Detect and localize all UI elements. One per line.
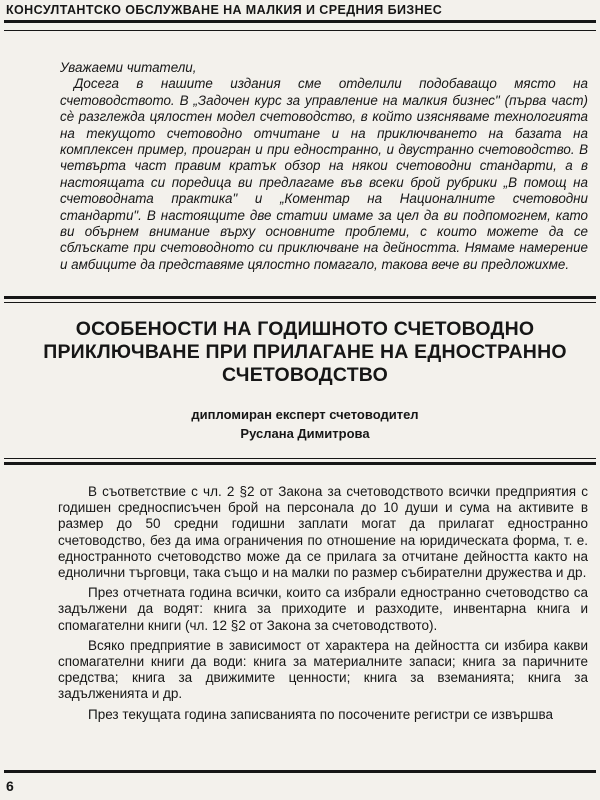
- title-line: СЧЕТОВОДСТВО: [222, 364, 388, 386]
- page-number: 6: [6, 778, 14, 794]
- author-block: [100, 405, 510, 443]
- intro-greeting: Уважаеми читатели,: [60, 60, 197, 75]
- header-rule: [4, 20, 596, 23]
- section-rule: [4, 296, 596, 299]
- body-paragraph: През отчетната година всички, които са избрали едностранно счетоводство са задължени да водят: книга за приходите и разходите, инвентарна книга и спомагателни книги (чл. 12 §2 от Закона за счетоводството).: [58, 585, 588, 633]
- section-rule-thin: [4, 302, 596, 303]
- author-role: дипломиран експерт счетоводител: [191, 407, 419, 422]
- title-line: ОСОБЕНОСТИ НА ГОДИШНОТО СЧЕТОВОДНО: [75, 318, 535, 340]
- intro-text: Досега в нашите издания сме отделили подобаващо място на счетоводството. В „Задочен курс за управление на малкия бизнес" (първа част) сѐ разглежда цялостен модел счетоводство, в който изясняваме технологията на текущото счетоводно отчитане и на приключването на базата на комплексен пример, проигран и при едностранно, и двустранно счетоводство. В четвърта част правим кратък обзор на някои счетоводни стандарти, а в настоящата си поредица ви предлагаме във всеки брой рубрики „В помощ на счетоводната практика" и „Коментар на Националните счетоводни стандарти". В настоящите две статии имаме за цел да ви подпомогнем, като ви обърнем внимание върху основните проблеми, с които можете да се сблъскате при счетоводното си приключване на дейността. Нямаме намерение и амбиците да представяме цялостно помагало, такова вече ви предложихме.: [60, 76, 588, 272]
- byline-rule-thick: [4, 462, 596, 465]
- footer-rule: [4, 770, 596, 773]
- running-header: КОНСУЛТАНТСКО ОБСЛУЖВАНЕ НА МАЛКИЯ И СРЕДНИЯ БИЗНЕС: [6, 3, 443, 17]
- title-line: ПРИКЛЮЧВАНЕ ПРИ ПРИЛАГАНЕ НА ЕДНОСТРАННО: [43, 341, 567, 363]
- article-body: [58, 484, 588, 727]
- editorial-intro: [60, 60, 588, 273]
- body-paragraph: През текущата година записванията по посочените регистри се извършва: [88, 706, 554, 722]
- author-name: Руслана Димитрова: [240, 426, 370, 441]
- body-paragraph: В съответствие с чл. 2 §2 от Закона за счетоводството всички предприятия с годишен средносписъчен брой на персонала до 10 души и сума на активите в размер до 50 средни годишни заплати могат да прилагат едностранно счетоводство, без да има ограничения по отношение на юридическата форма, т. е. едностранното счетоводство може да се прилага за отчитане дейността както на еднолични търговци, така също и на малки по размер събирателни дружества и др.: [58, 484, 588, 581]
- body-paragraph: Всяко предприятие в зависимост от характера на дейността си избира какви спомагателни книги да води: книга за материалните запаси; книга за паричните средства; книга за движимите ценности; книга за вземанията; книга за задълженията и др.: [58, 637, 588, 702]
- article-title: [40, 318, 570, 387]
- byline-rule: [4, 458, 596, 459]
- header-rule-thin: [4, 30, 596, 31]
